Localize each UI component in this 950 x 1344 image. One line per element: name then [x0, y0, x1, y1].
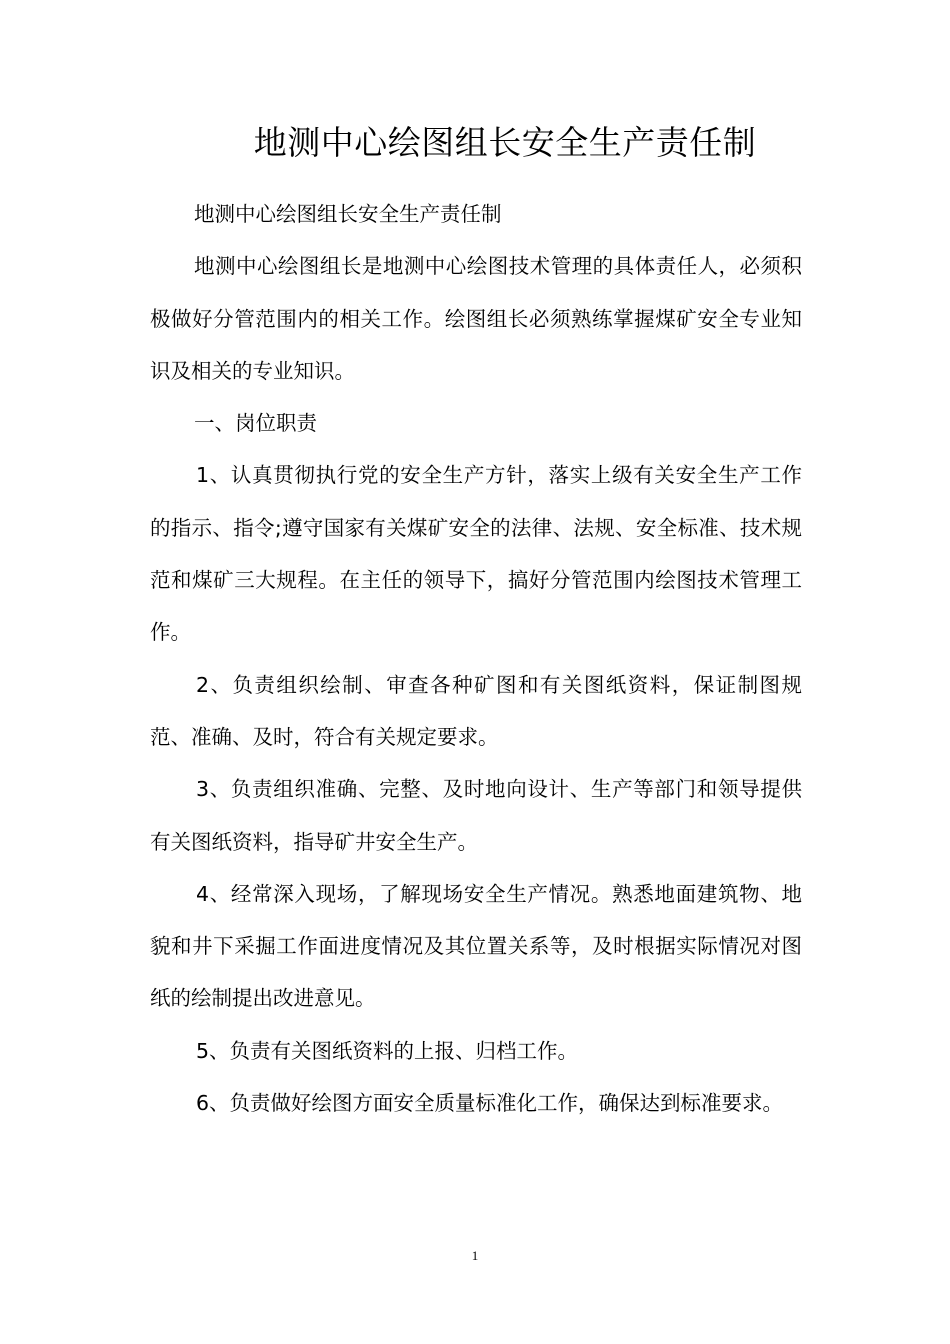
paragraph-intro: 地测中心绘图组长是地测中心绘图技术管理的具体责任人，必须积极做好分管范围内的相关工作。绘图组长必须熟练掌握煤矿安全专业知识及相关的专业知识。	[150, 254, 802, 383]
paragraph-subtitle: 地测中心绘图组长安全生产责任制	[194, 202, 502, 226]
section-heading-duties: 一、岗位职责	[194, 411, 317, 436]
paragraph-duty-2: 2、负责组织绘制、审查各种矿图和有关图纸资料，保证制图规范、准确、及时，符合有关规定要求。	[150, 672, 802, 749]
paragraph-duty-6: 6、负责做好绘图方面安全质量标准化工作，确保达到标准要求。	[196, 1091, 784, 1116]
page-number: 1	[471, 1248, 479, 1263]
document-title: 地测中心绘图组长安全生产责任制	[253, 123, 757, 162]
paragraph-duty-3: 3、负责组织准确、完整、及时地向设计、生产等部门和领导提供有关图纸资料，指导矿井安全生产。	[150, 777, 802, 854]
document-body	[150, 188, 802, 1129]
paragraph-duty-1: 1、认真贯彻执行党的安全生产方针，落实上级有关安全生产工作的指示、指令;遵守国家有关煤矿安全的法律、法规、安全标准、技术规范和煤矿三大规程。在主任的领导下，搞好分管范围内绘图技术管理工作。	[150, 463, 802, 645]
paragraph-duty-5: 5、负责有关图纸资料的上报、归档工作。	[196, 1038, 579, 1063]
paragraph-duty-4: 4、经常深入现场，了解现场安全生产情况。熟悉地面建筑物、地貌和井下采掘工作面进度情况及其位置关系等，及时根据实际情况对图纸的绘制提出改进意见。	[150, 881, 802, 1011]
